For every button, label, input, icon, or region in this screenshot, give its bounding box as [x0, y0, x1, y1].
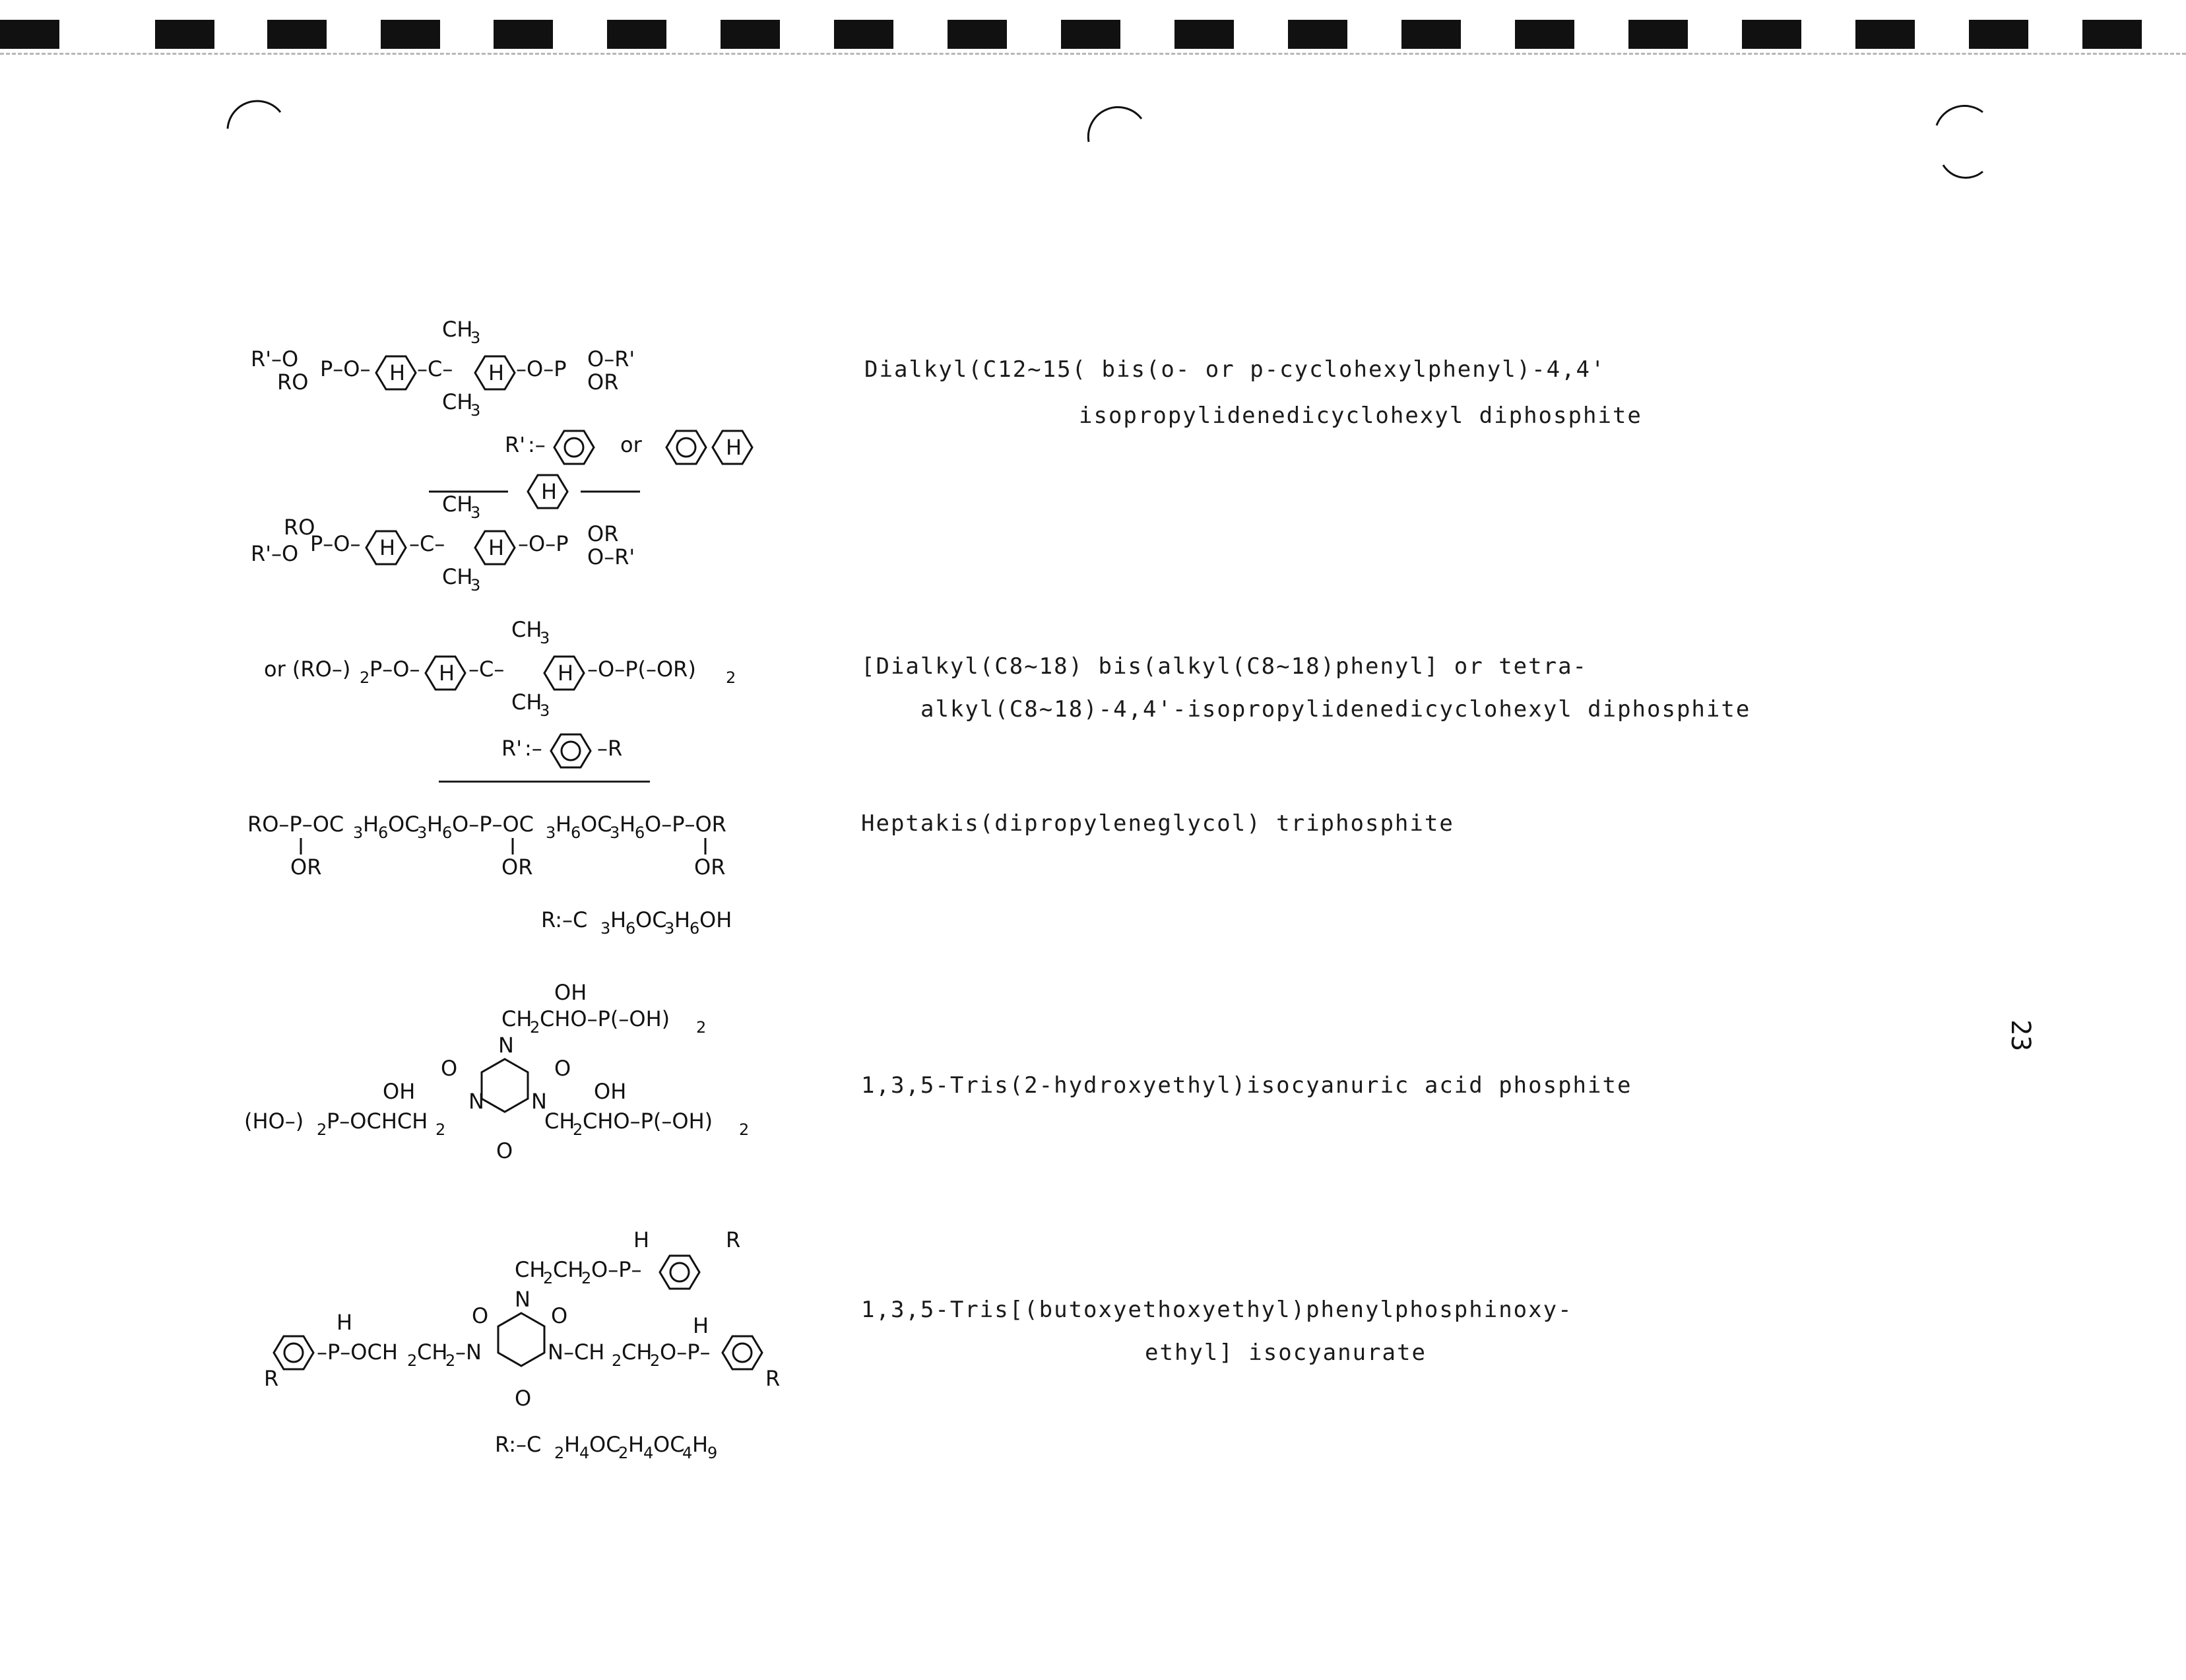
svg-text:H: H: [564, 1432, 581, 1457]
structure-2-diagram: [244, 492, 825, 772]
benzene-ring-icon: [551, 734, 591, 767]
svg-text:H: H: [541, 479, 558, 504]
svg-text:R': R': [505, 432, 526, 457]
svg-text:CH: CH: [442, 492, 473, 517]
svg-text:6: 6: [626, 919, 636, 938]
triazine-ring: [482, 1059, 528, 1112]
compound-name-5-line1: 1,3,5-Tris[(butoxyethoxyethyl)phenylphosphinoxy-: [861, 1297, 1573, 1323]
svg-text:3: 3: [470, 503, 481, 522]
compound-name-1-line2: isopropylidenedicyclohexyl diphosphite: [1079, 403, 1642, 429]
svg-text:2: 2: [650, 1351, 660, 1370]
svg-text:CH: CH: [442, 389, 473, 414]
svg-text:O–P–OR: O–P–OR: [645, 812, 726, 837]
cyclohexane-ring-icon: [713, 431, 752, 464]
compound-name-2-line2: alkyl(C8~18)-4,4'-isopropylidenedicyclohexyl diphosphite: [920, 696, 1751, 723]
svg-text:H: H: [488, 535, 505, 560]
benzene-ring-icon: [554, 431, 594, 464]
svg-text:H: H: [488, 360, 505, 385]
svg-text:R'–O: R'–O: [251, 541, 299, 566]
svg-text:CH: CH: [511, 617, 542, 642]
svg-text:N–CH: N–CH: [548, 1340, 605, 1365]
svg-text:OH: OH: [699, 907, 732, 932]
svg-text:2: 2: [445, 1351, 456, 1370]
svg-text:3: 3: [470, 576, 481, 595]
svg-text:N: N: [498, 1033, 514, 1058]
svg-text:OR: OR: [694, 855, 726, 880]
svg-text:6: 6: [635, 824, 645, 842]
svg-text:OH: OH: [594, 1079, 627, 1104]
benzene-ring-icon: [274, 1336, 313, 1369]
svg-text:H: H: [620, 812, 636, 837]
svg-text:3: 3: [540, 629, 550, 647]
svg-text:2: 2: [543, 1269, 554, 1287]
svg-text:3: 3: [417, 824, 428, 842]
cyclohexane-ring-icon: [376, 356, 416, 389]
svg-text:OC: OC: [635, 907, 667, 932]
svg-text:–C–: –C–: [409, 531, 445, 556]
svg-text:4: 4: [682, 1444, 693, 1462]
svg-text:–O–P: –O–P: [518, 531, 569, 556]
separator-rule: [439, 781, 650, 783]
svg-text:H: H: [610, 907, 627, 932]
svg-text::–: :–: [525, 736, 542, 761]
punch-hole-arc: [1943, 165, 1983, 178]
svg-text:–N: –N: [455, 1340, 482, 1365]
svg-text:CH: CH: [417, 1340, 448, 1365]
svg-text:2: 2: [435, 1120, 446, 1139]
svg-text:R: R: [264, 1366, 279, 1391]
svg-text:R:–C: R:–C: [541, 907, 588, 932]
svg-text:2: 2: [612, 1351, 622, 1370]
svg-text:P–O–: P–O–: [370, 657, 420, 682]
svg-text:6: 6: [378, 824, 389, 842]
svg-text:R: R: [726, 1227, 741, 1252]
svg-text:2: 2: [407, 1351, 418, 1370]
svg-text:6: 6: [442, 824, 453, 842]
svg-text:OH: OH: [383, 1079, 416, 1104]
svg-text:RO: RO: [284, 515, 315, 540]
svg-text:2: 2: [360, 668, 370, 687]
svg-text:2: 2: [739, 1120, 750, 1139]
svg-text:OR: OR: [501, 855, 533, 880]
svg-text:–O–P(–OR): –O–P(–OR): [587, 657, 696, 682]
svg-text:RO–P–OC: RO–P–OC: [247, 812, 344, 837]
svg-text:–P–OCH: –P–OCH: [317, 1340, 398, 1365]
svg-text:2: 2: [573, 1120, 583, 1139]
svg-text:O: O: [551, 1303, 568, 1328]
compound-name-1-line1: Dialkyl(C12~15( bis(o- or p-cyclohexylphenyl)-4,4': [864, 356, 1606, 383]
svg-text:O–P–OC: O–P–OC: [452, 812, 534, 837]
svg-text:CH: CH: [501, 1006, 532, 1031]
svg-text:2: 2: [581, 1269, 592, 1287]
svg-text:RO: RO: [277, 370, 309, 395]
cyclohexane-ring-icon: [544, 657, 584, 690]
svg-text:O: O: [515, 1386, 532, 1411]
structure-4-diagram: [244, 977, 825, 1175]
compound-name-3-line1: Heptakis(dipropyleneglycol) triphosphite: [861, 810, 1454, 837]
svg-text:N: N: [468, 1089, 484, 1114]
benzene-ring-icon: [723, 1336, 762, 1369]
structure-5-diagram: [244, 1224, 825, 1475]
svg-text:O–P–: O–P–: [591, 1257, 642, 1282]
triazine-ring: [498, 1313, 544, 1366]
svg-text:O–R': O–R': [587, 544, 635, 569]
svg-text:OC: OC: [589, 1432, 621, 1457]
cyclohexane-ring-icon: [475, 356, 515, 389]
svg-text:R': R': [501, 736, 523, 761]
svg-text:P–O–: P–O–: [310, 531, 361, 556]
compound-name-2-line1: [Dialkyl(C8~18) bis(alkyl(C8~18)phenyl] or tetra-: [861, 653, 1588, 680]
punch-hole-arc: [1937, 106, 1983, 125]
benzene-ring-icon: [660, 1256, 699, 1289]
svg-text:2: 2: [317, 1120, 327, 1139]
svg-text:H: H: [389, 360, 406, 385]
compound-name-5-line2: ethyl] isocyanurate: [1145, 1340, 1427, 1366]
svg-text:CHO–P(–OH): CHO–P(–OH): [583, 1109, 713, 1134]
svg-text:3: 3: [470, 329, 481, 347]
svg-text:O: O: [472, 1303, 489, 1328]
svg-text:R:–C: R:–C: [495, 1432, 542, 1457]
punch-hole-arc: [1088, 107, 1141, 142]
svg-text:CH: CH: [442, 564, 473, 589]
svg-text:3: 3: [546, 824, 556, 842]
page-number: 23: [2005, 1019, 2036, 1052]
svg-text:H: H: [556, 812, 572, 837]
svg-text:CH: CH: [553, 1257, 584, 1282]
cyclohexane-ring-icon: [366, 531, 406, 564]
svg-text:R'–O: R'–O: [251, 346, 299, 372]
svg-text:3: 3: [540, 701, 550, 720]
svg-text:N: N: [531, 1089, 547, 1114]
svg-text:H: H: [439, 661, 455, 686]
svg-text:CHO–P(–OH): CHO–P(–OH): [540, 1006, 670, 1031]
compound-name-4-line1: 1,3,5-Tris(2-hydroxyethyl)isocyanuric acid phosphite: [861, 1072, 1632, 1099]
svg-text:OH: OH: [554, 980, 587, 1005]
svg-text:CH: CH: [515, 1257, 546, 1282]
svg-text:6: 6: [571, 824, 581, 842]
svg-text:N: N: [515, 1287, 530, 1312]
svg-text:2: 2: [530, 1018, 540, 1037]
svg-text:CH: CH: [622, 1340, 653, 1365]
svg-text:OR: OR: [290, 855, 322, 880]
svg-text:P–O–: P–O–: [320, 356, 371, 381]
benzene-ring-icon: [666, 431, 706, 464]
svg-text:OR: OR: [587, 521, 619, 546]
svg-text:3: 3: [664, 919, 675, 938]
svg-text:O: O: [496, 1138, 513, 1163]
svg-text:H: H: [693, 1313, 709, 1338]
svg-text:H: H: [427, 812, 443, 837]
cyclohexane-ring-icon: [426, 657, 465, 690]
svg-text:2: 2: [696, 1018, 707, 1037]
svg-text:3: 3: [353, 824, 364, 842]
svg-text:OR: OR: [587, 370, 619, 395]
svg-text:2: 2: [618, 1444, 629, 1462]
cyclohexane-ring-icon: [475, 531, 515, 564]
svg-text:H: H: [692, 1432, 709, 1457]
svg-text:CH: CH: [511, 690, 542, 715]
svg-text:2: 2: [726, 668, 736, 687]
svg-text:or: or: [620, 432, 642, 457]
svg-text:H: H: [379, 535, 396, 560]
svg-text:OC: OC: [388, 812, 420, 837]
svg-text:6: 6: [690, 919, 700, 938]
svg-text:H: H: [726, 435, 742, 460]
svg-text:3: 3: [470, 401, 481, 420]
svg-text:4: 4: [579, 1444, 590, 1462]
svg-text:(HO–): (HO–): [244, 1109, 304, 1134]
svg-text:H: H: [628, 1432, 645, 1457]
svg-text:–O–P: –O–P: [516, 356, 567, 381]
svg-text:P–OCHCH: P–OCHCH: [327, 1109, 428, 1134]
svg-text:O–R': O–R': [587, 346, 635, 372]
svg-text:H: H: [674, 907, 691, 932]
svg-text:4: 4: [643, 1444, 654, 1462]
svg-text:H: H: [337, 1310, 353, 1335]
svg-text:or (RO–): or (RO–): [264, 657, 351, 682]
punch-holes: [0, 0, 2186, 211]
svg-text:OC: OC: [653, 1432, 685, 1457]
svg-text::–: :–: [528, 432, 546, 457]
svg-text:O: O: [441, 1056, 458, 1081]
svg-text:9: 9: [707, 1444, 718, 1462]
svg-text:OC: OC: [581, 812, 612, 837]
svg-text:–C–: –C–: [417, 356, 453, 381]
svg-text:–R: –R: [597, 736, 623, 761]
svg-text:H: H: [633, 1227, 650, 1252]
svg-text:H: H: [363, 812, 379, 837]
svg-text:R: R: [765, 1366, 781, 1391]
svg-text:3: 3: [610, 824, 620, 842]
svg-text:O: O: [554, 1056, 571, 1081]
svg-text:O–P–: O–P–: [660, 1340, 711, 1365]
svg-text:CH: CH: [544, 1109, 575, 1134]
punch-hole-arc: [228, 101, 280, 129]
svg-text:–C–: –C–: [468, 657, 505, 682]
structure-3-diagram: [244, 802, 825, 940]
svg-text:H: H: [558, 661, 574, 686]
svg-text:3: 3: [600, 919, 611, 938]
svg-text:2: 2: [554, 1444, 565, 1462]
svg-text:CH: CH: [442, 317, 473, 342]
